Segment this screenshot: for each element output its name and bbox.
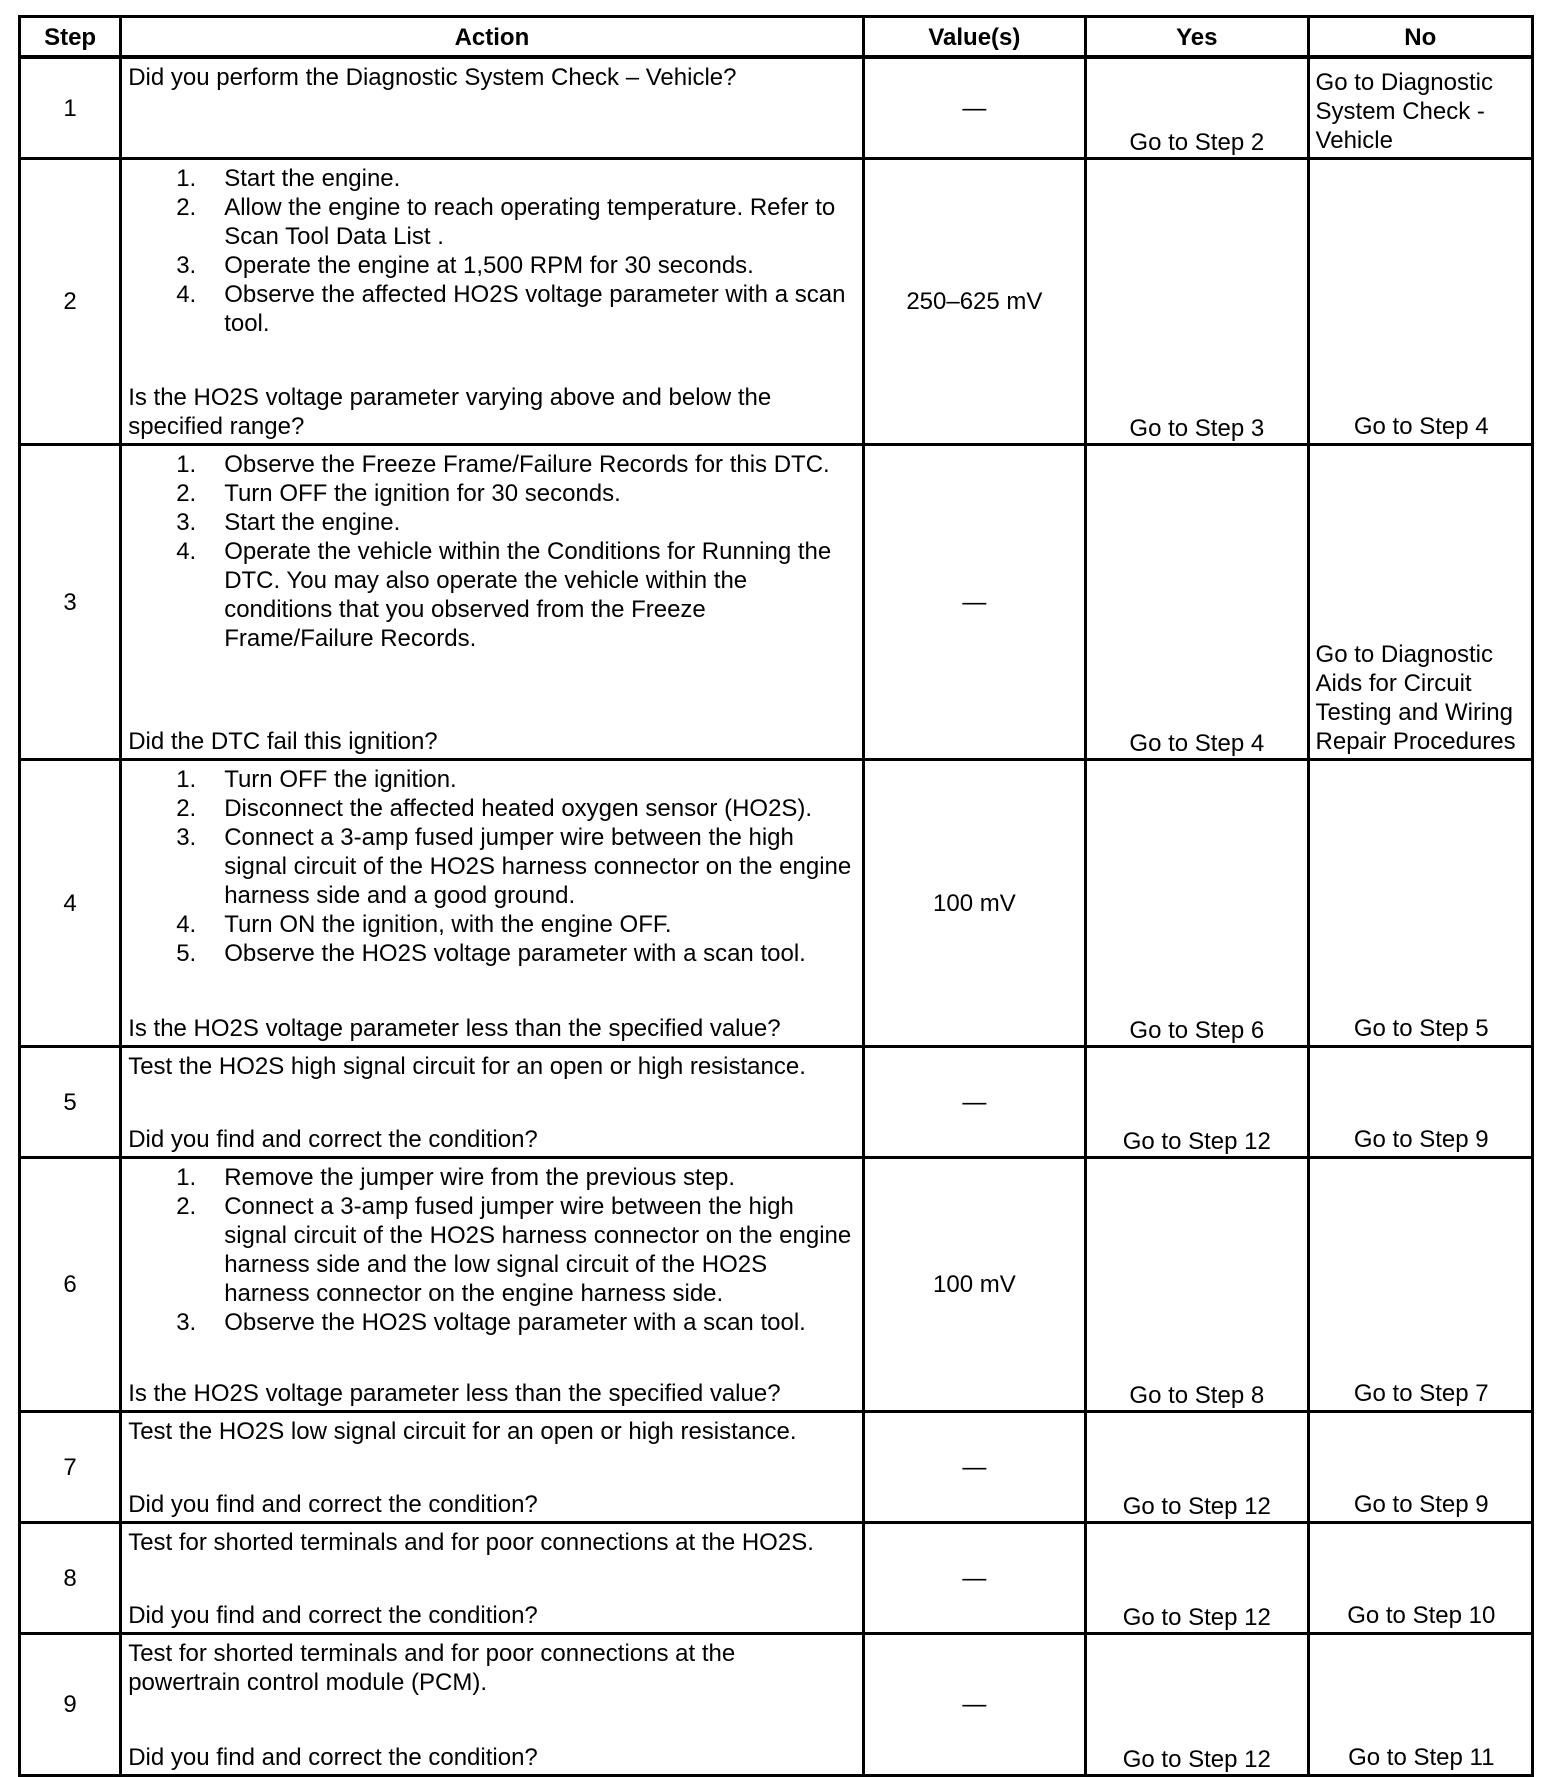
header-row	[21, 18, 1534, 59]
step-number: 2	[21, 160, 122, 446]
list-item	[128, 794, 851, 823]
header-no: No	[1310, 18, 1534, 59]
header-step: Step	[21, 18, 122, 59]
table-row	[21, 1524, 1534, 1635]
table-row	[21, 59, 1534, 160]
list-item	[128, 1308, 851, 1337]
value-cell: 250–625 mV	[865, 160, 1087, 446]
list-item	[128, 479, 851, 508]
list-item-number: 3.	[176, 1309, 197, 1336]
list-item-number: 4.	[176, 281, 197, 308]
value-cell: 100 mV	[865, 1159, 1087, 1413]
yes-action: Go to Step 12	[1087, 1413, 1309, 1524]
action-text: Test for shorted terminals and for poor connections at the powertrain control module (PCM).	[128, 1640, 736, 1696]
action-text: Test the HO2S low signal circuit for an open or high resistance.	[128, 1418, 797, 1445]
no-action: Go to Step 5	[1353, 1015, 1489, 1042]
step-number: 1	[21, 59, 122, 160]
action-cell	[122, 1524, 864, 1635]
header-yes: Yes	[1087, 18, 1309, 59]
no-action: Go to Diagnostic System Check - Vehicle	[1315, 69, 1493, 154]
list-item	[128, 537, 851, 653]
list-item-text: Connect a 3-amp fused jumper wire between the high signal circuit of the HO2S harness connector on the engine harness side and the low signal circuit of the HO2S harness connector on the engine harness side.	[224, 1193, 852, 1307]
list-item-text: Operate the vehicle within the Conditions for Running the DTC. You may also operate the vehicle within the conditions that you observed from the Freeze Frame/Failure Records.	[224, 538, 832, 652]
list-item-text: Turn ON the ignition, with the engine OFF.	[224, 911, 672, 938]
list-item-text: Operate the engine at 1,500 RPM for 30 seconds.	[224, 252, 754, 279]
yes-action: Go to Step 6	[1087, 761, 1309, 1048]
list-item-number: 1.	[176, 1164, 197, 1191]
action-question: Did the DTC fail this ignition?	[128, 728, 438, 755]
value-cell: —	[865, 1413, 1087, 1524]
action-cell	[122, 160, 864, 446]
yes-action: Go to Step 3	[1087, 160, 1309, 446]
list-item	[128, 193, 851, 251]
yes-action: Go to Step 8	[1087, 1159, 1309, 1413]
table-row	[21, 1159, 1534, 1413]
table-row	[21, 1635, 1534, 1777]
step-number: 9	[21, 1635, 122, 1777]
action-question: Did you find and correct the condition?	[128, 1744, 538, 1771]
no-action: Go to Step 10	[1347, 1602, 1496, 1629]
action-text: Test the HO2S high signal circuit for an open or high resistance.	[128, 1053, 806, 1080]
list-item-text: Turn OFF the ignition.	[224, 766, 457, 793]
header-action: Action	[122, 18, 864, 59]
action-steps-list	[128, 1163, 851, 1337]
action-cell	[122, 1413, 864, 1524]
list-item-number: 1.	[176, 766, 197, 793]
list-item-text: Observe the affected HO2S voltage parameter with a scan tool.	[224, 281, 846, 337]
no-action: Go to Step 9	[1353, 1126, 1489, 1153]
table-row	[21, 761, 1534, 1048]
action-steps-list	[128, 765, 851, 968]
list-item	[128, 280, 851, 338]
no-action-cell	[1310, 761, 1534, 1048]
yes-action: Go to Step 2	[1087, 59, 1309, 160]
value-cell: —	[865, 446, 1087, 761]
yes-action: Go to Step 12	[1087, 1524, 1309, 1635]
list-item	[128, 910, 851, 939]
list-item-text: Observe the HO2S voltage parameter with a scan tool.	[224, 940, 806, 967]
no-action-cell	[1310, 1159, 1534, 1413]
action-cell	[122, 1048, 864, 1159]
list-item-number: 2.	[176, 1193, 197, 1220]
action-question: Is the HO2S voltage parameter less than the specified value?	[128, 1380, 781, 1407]
header-values: Value(s)	[865, 18, 1087, 59]
list-item-text: Observe the Freeze Frame/Failure Records for this DTC.	[224, 451, 830, 478]
no-action: Go to Step 9	[1353, 1491, 1489, 1518]
step-number: 8	[21, 1524, 122, 1635]
list-item-number: 1.	[176, 165, 197, 192]
list-item	[128, 939, 851, 968]
step-number: 5	[21, 1048, 122, 1159]
step-number: 7	[21, 1413, 122, 1524]
no-action-cell	[1310, 1413, 1534, 1524]
no-action-cell	[1310, 1635, 1534, 1777]
no-action-cell	[1310, 446, 1534, 761]
list-item	[128, 765, 851, 794]
no-action-cell	[1310, 160, 1534, 446]
table-row	[21, 1413, 1534, 1524]
no-action: Go to Diagnostic Aids for Circuit Testing and Wiring Repair Procedures	[1315, 641, 1516, 755]
list-item	[128, 1192, 851, 1308]
list-item-number: 3.	[176, 509, 197, 536]
list-item-number: 3.	[176, 252, 197, 279]
step-number: 6	[21, 1159, 122, 1413]
list-item	[128, 823, 851, 910]
yes-action: Go to Step 12	[1087, 1635, 1309, 1777]
diagnostic-table	[18, 15, 1534, 1777]
action-steps-list	[128, 164, 851, 338]
list-item-number: 2.	[176, 194, 197, 221]
action-question: Did you find and correct the condition?	[128, 1126, 538, 1153]
action-cell	[122, 761, 864, 1048]
list-item	[128, 508, 851, 537]
action-question: Is the HO2S voltage parameter varying above and below the specified range?	[128, 384, 772, 440]
list-item-number: 1.	[176, 451, 197, 478]
list-item	[128, 251, 851, 280]
value-cell: —	[865, 1048, 1087, 1159]
table-row	[21, 1048, 1534, 1159]
list-item-text: Observe the HO2S voltage parameter with a scan tool.	[224, 1309, 806, 1336]
list-item-number: 5.	[176, 940, 197, 967]
action-cell	[122, 1159, 864, 1413]
action-question: Is the HO2S voltage parameter less than the specified value?	[128, 1015, 781, 1042]
action-question: Did you find and correct the condition?	[128, 1491, 538, 1518]
list-item-text: Start the engine.	[224, 509, 401, 536]
list-item	[128, 164, 851, 193]
yes-action: Go to Step 4	[1087, 446, 1309, 761]
value-cell: —	[865, 1524, 1087, 1635]
list-item-number: 4.	[176, 538, 197, 565]
action-steps-list	[128, 450, 851, 653]
value-cell: —	[865, 59, 1087, 160]
action-cell	[122, 59, 864, 160]
list-item-text: Connect a 3-amp fused jumper wire between the high signal circuit of the HO2S harness connector on the engine harness side and a good ground.	[224, 824, 852, 909]
list-item-text: Allow the engine to reach operating temperature. Refer to Scan Tool Data List .	[224, 194, 836, 250]
table-row	[21, 160, 1534, 446]
list-item-text: Start the engine.	[224, 165, 401, 192]
no-action-cell	[1310, 59, 1534, 160]
yes-action: Go to Step 12	[1087, 1048, 1309, 1159]
list-item	[128, 1163, 851, 1192]
list-item-number: 2.	[176, 795, 197, 822]
step-number: 4	[21, 761, 122, 1048]
list-item-text: Turn OFF the ignition for 30 seconds.	[224, 480, 621, 507]
action-question: Did you find and correct the condition?	[128, 1602, 538, 1629]
table-row	[21, 446, 1534, 761]
list-item-number: 2.	[176, 480, 197, 507]
no-action: Go to Step 7	[1353, 1380, 1489, 1407]
action-cell	[122, 1635, 864, 1777]
action-cell	[122, 446, 864, 761]
value-cell: 100 mV	[865, 761, 1087, 1048]
value-cell: —	[865, 1635, 1087, 1777]
list-item	[128, 450, 851, 479]
step-number: 3	[21, 446, 122, 761]
list-item-number: 4.	[176, 911, 197, 938]
no-action: Go to Step 11	[1348, 1744, 1495, 1771]
no-action: Go to Step 4	[1353, 413, 1489, 440]
list-item-text: Disconnect the affected heated oxygen sensor (HO2S).	[224, 795, 813, 822]
no-action-cell	[1310, 1048, 1534, 1159]
list-item-text: Remove the jumper wire from the previous step.	[224, 1164, 736, 1191]
action-text: Test for shorted terminals and for poor connections at the HO2S.	[128, 1529, 814, 1556]
list-item-number: 3.	[176, 824, 197, 851]
action-text: Did you perform the Diagnostic System Check – Vehicle?	[128, 64, 737, 91]
no-action-cell	[1310, 1524, 1534, 1635]
